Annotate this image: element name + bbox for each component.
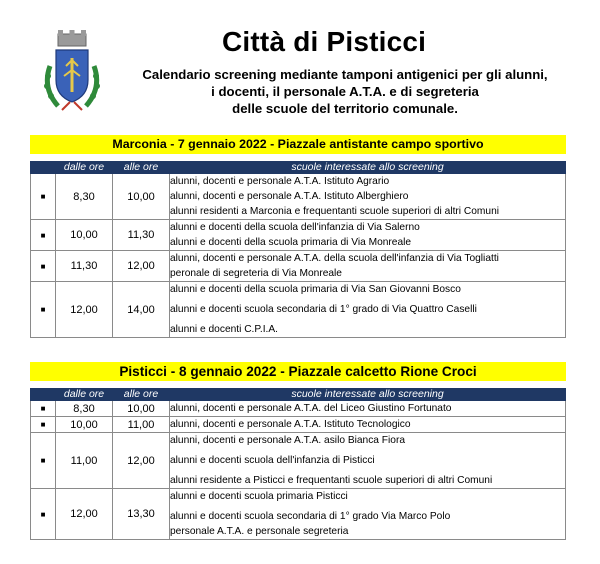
col-header-to: alle ore bbox=[113, 389, 170, 401]
time-to: 10,00 bbox=[113, 401, 170, 417]
bullet-icon: ■ bbox=[31, 489, 56, 540]
schedule-section-marconia bbox=[30, 135, 566, 338]
town-crest-icon bbox=[40, 26, 104, 114]
time-from: 8,30 bbox=[56, 174, 113, 220]
page-title: Città di Pisticci bbox=[222, 26, 427, 57]
schools-cell bbox=[170, 251, 566, 282]
bullet-icon: ■ bbox=[31, 401, 56, 417]
time-from: 12,00 bbox=[56, 282, 113, 338]
time-from: 10,00 bbox=[56, 220, 113, 251]
schools-cell bbox=[170, 433, 566, 489]
time-to: 12,00 bbox=[113, 433, 170, 489]
col-header-from: dalle ore bbox=[56, 162, 113, 174]
schools-cell bbox=[170, 174, 566, 220]
time-to: 14,00 bbox=[113, 282, 170, 338]
time-from: 12,00 bbox=[56, 489, 113, 540]
table-row bbox=[31, 174, 566, 220]
bullet-icon: ■ bbox=[31, 417, 56, 433]
schedule-table bbox=[30, 161, 566, 338]
subtitle-line: i docenti, il personale A.T.A. e di segreteria bbox=[211, 84, 479, 99]
table-row bbox=[31, 220, 566, 251]
school-line: alunni residente a Pisticci e frequentanti scuole superiori di altri Comuni bbox=[170, 475, 493, 486]
time-to: 13,30 bbox=[113, 489, 170, 540]
school-line: alunni residenti a Marconia e frequentanti scuole superiori di altri Comuni bbox=[170, 206, 500, 217]
school-line: alunni e docenti scuola secondaria di 1° grado di Via Quattro Caselli bbox=[170, 304, 477, 315]
col-header-schools: scuole interessate allo screening bbox=[170, 389, 566, 401]
col-header-from: dalle ore bbox=[56, 389, 113, 401]
school-line: alunni, docenti e personale A.T.A. Istituto Alberghiero bbox=[170, 191, 409, 202]
school-line: alunni e docenti della scuola primaria di Via San Giovanni Bosco bbox=[170, 284, 461, 295]
col-header-to: alle ore bbox=[113, 162, 170, 174]
school-line: alunni e docenti della scuola primaria di Via Monreale bbox=[170, 237, 412, 248]
bullet-icon: ■ bbox=[31, 433, 56, 489]
time-from: 11,00 bbox=[56, 433, 113, 489]
table-header-row bbox=[31, 162, 566, 174]
table-row bbox=[31, 282, 566, 338]
section-banner: Pisticci - 8 gennaio 2022 - Piazzale calcetto Rione Croci bbox=[30, 362, 566, 381]
school-line: alunni e docenti C.P.I.A. bbox=[170, 324, 278, 335]
school-line: alunni, docenti e personale A.T.A. Istituto Tecnologico bbox=[170, 419, 411, 430]
school-line: alunni, docenti e personale A.T.A. della scuola dell'infanzia di Via Togliatti bbox=[170, 253, 499, 264]
time-to: 11,00 bbox=[113, 417, 170, 433]
table-row bbox=[31, 489, 566, 540]
time-from: 10,00 bbox=[56, 417, 113, 433]
subtitle-line: delle scuole del territorio comunale. bbox=[232, 101, 458, 116]
bullet-icon: ■ bbox=[31, 220, 56, 251]
school-line: alunni e docenti scuola dell'infanzia di Pisticci bbox=[170, 455, 375, 466]
table-header-row bbox=[31, 389, 566, 401]
bullet-icon: ■ bbox=[31, 282, 56, 338]
table-row bbox=[31, 433, 566, 489]
time-to: 10,00 bbox=[113, 174, 170, 220]
page-subtitle bbox=[110, 66, 580, 117]
school-line: alunni, docenti e personale A.T.A. asilo Bianca Fiora bbox=[170, 435, 406, 446]
subtitle-line: Calendario screening mediante tamponi antigenici per gli alunni, bbox=[142, 67, 548, 82]
school-line: alunni, docenti e personale A.T.A. Istituto Agrario bbox=[170, 176, 390, 187]
schools-cell bbox=[170, 489, 566, 540]
schedule-table bbox=[30, 388, 566, 540]
document-header bbox=[0, 0, 600, 125]
schools-cell bbox=[170, 417, 566, 433]
time-to: 12,00 bbox=[113, 251, 170, 282]
school-line: peronale di segreteria di Via Monreale bbox=[170, 268, 342, 279]
col-header-schools: scuole interessate allo screening bbox=[170, 162, 566, 174]
schedule-section-pisticci bbox=[30, 362, 566, 540]
time-from: 11,30 bbox=[56, 251, 113, 282]
school-line: alunni e docenti della scuola dell'infanzia di Via Salerno bbox=[170, 222, 420, 233]
time-to: 11,30 bbox=[113, 220, 170, 251]
school-line: alunni e docenti scuola secondaria di 1° grado Via Marco Polo bbox=[170, 511, 451, 522]
section-banner: Marconia - 7 gennaio 2022 - Piazzale antistante campo sportivo bbox=[30, 135, 566, 154]
table-row bbox=[31, 417, 566, 433]
bullet-icon: ■ bbox=[31, 174, 56, 220]
schools-cell bbox=[170, 282, 566, 338]
schools-cell bbox=[170, 401, 566, 417]
school-line: alunni, docenti e personale A.T.A. del Liceo Giustino Fortunato bbox=[170, 403, 452, 414]
bullet-icon: ■ bbox=[31, 251, 56, 282]
time-from: 8,30 bbox=[56, 401, 113, 417]
table-row bbox=[31, 401, 566, 417]
school-line: personale A.T.A. e personale segreteria bbox=[170, 526, 349, 537]
table-row bbox=[31, 251, 566, 282]
schools-cell bbox=[170, 220, 566, 251]
school-line: alunni e docenti scuola primaria Pisticci bbox=[170, 491, 348, 502]
